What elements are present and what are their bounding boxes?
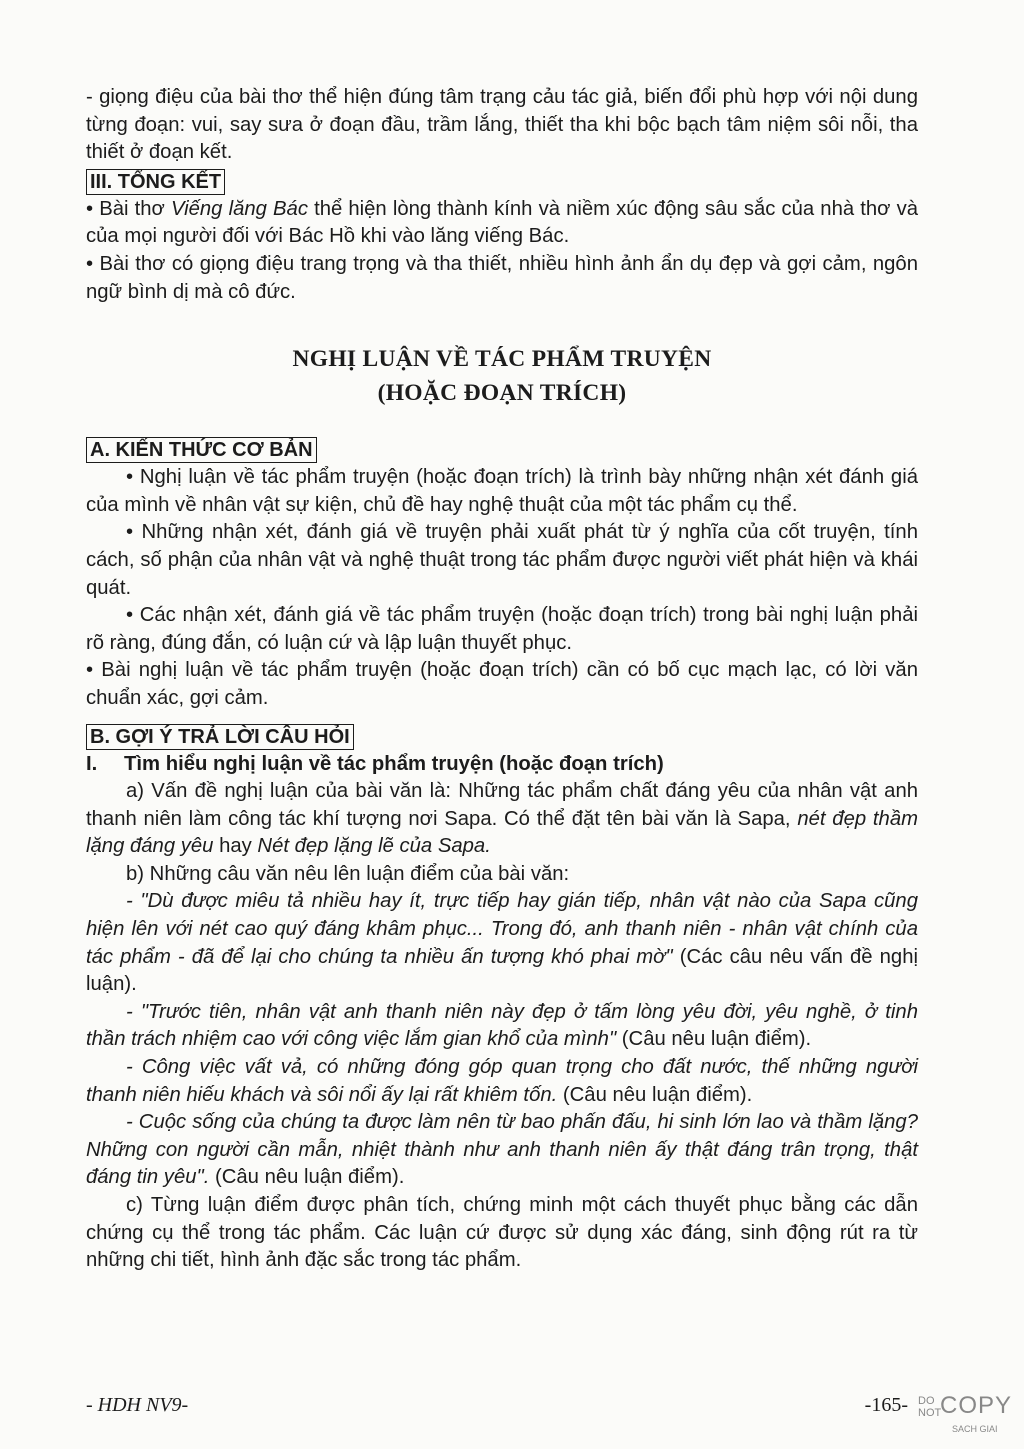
- section-a-paragraph-2: • Những nhận xét, đánh giá về truyện phải xuất phát từ ý nghĩa của cốt truyện, tính cách, số phận của nhân vật và nghệ thuật trong tác phẩm được người viết phát hiện và khái quát.: [86, 521, 918, 599]
- section-heading-a: A. KIẾN THỨC CƠ BẢN: [86, 437, 317, 463]
- section-a-paragraph-1: • Nghị luận về tác phẩm truyện (hoặc đoạn trích) là trình bày những nhận xét đánh giá của mình về nhân vật sự kiện, chủ đề hay nghệ thuật của một tác phẩm cụ thể.: [86, 466, 918, 516]
- answer-a: a) Vấn đề nghị luận của bài văn là: Những tác phẩm chất đáng yêu của nhân vật anh thanh niên làm công tác khí tượng nơi Sapa. Có thể đặt tên bài văn là Sapa, nét đẹp thầm lặng đáng yêu hay Nét đẹp lặng lẽ của Sapa.: [86, 780, 919, 858]
- subsection-heading-1: I. Tìm hiểu nghị luận về tác phẩm truyện (hoặc đoạn trích): [86, 752, 664, 775]
- section-heading-tong-ket: III. TỔNG KẾT: [86, 169, 225, 195]
- quote-2: - "Trước tiên, nhân vật anh thanh niên này đẹp ở tấm lòng yêu đời, yêu nghề, ở tinh thần trách nhiệm cao với công việc lắm gian khổ của mình" (Câu nêu luận điểm).: [86, 1000, 918, 1051]
- page-footer: [86, 1394, 918, 1417]
- page-content: [86, 84, 918, 1275]
- do-not-copy-watermark: DO NOT COPY SACH GIAI: [918, 1392, 1013, 1434]
- answer-c: c) Từng luận điểm được phân tích, chứng minh một cách thuyết phục bằng các dẫn chứng cụ thể trong tác phẩm. Các luận cứ được sử dụng xác đáng, sinh động rút ra từ những chi tiết, hình ảnh đặc sắc trong tác phẩm.: [86, 1194, 918, 1272]
- section-a-paragraph-4: • Bài nghị luận về tác phẩm truyện (hoặc đoạn trích) cần có bố cục mạch lạc, có lời văn chuẩn xác, gợi cảm.: [86, 659, 918, 709]
- page-number: -165-: [864, 1394, 908, 1416]
- tong-ket-bullet-1: • Bài thơ Viếng lăng Bác thể hiện lòng thành kính và niềm xúc động sâu sắc của nhà thơ và của mọi người đối với Bác Hồ khi vào lăng viếng Bác.: [86, 197, 918, 248]
- section-a-paragraph-3: • Các nhận xét, đánh giá về tác phẩm truyện (hoặc đoạn trích) trong bài nghị luận phải rõ ràng, đúng đắn, có luận cứ và lập luận thuyết phục.: [86, 604, 918, 654]
- quote-3: - Công việc vất vả, có những đóng góp quan trọng cho đất nước, thế những người thanh niên hiếu khách và sôi nổi ấy lại rất khiêm tốn. (Câu nêu luận điểm).: [86, 1056, 918, 1106]
- answer-b-intro: b) Những câu văn nêu lên luận điểm của bài văn:: [126, 862, 570, 885]
- section-heading-b: B. GỢI Ý TRẢ LỜI CÂU HỎI: [86, 724, 354, 750]
- page-title: NGHỊ LUẬN VỀ TÁC PHẨM TRUYỆN: [292, 346, 712, 373]
- poem-title: Viếng lăng Bác: [170, 197, 308, 220]
- quote-4: - Cuộc sống của chúng ta được làm nên từ bao phấn đấu, hi sinh lớn lao và thầm lặng? Những con người cần mẫn, nhiệt thành như anh thanh niên ấy thật đáng trân trọng, thật đáng tin yêu". (Câu nêu luận điểm).: [86, 1111, 918, 1189]
- quote-1: - "Dù được miêu tả nhiều hay ít, trực tiếp hay gián tiếp, nhân vật nào của Sapa cũng hiện lên với nét cao quý đáng khâm phục... Trong đó, anh thanh niên - nhân vật chính của tác phẩm - đã để lại cho chúng ta nhiều ấn tượng khó phai mờ" (Các câu nêu vấn đề nghị luận).: [86, 890, 918, 996]
- intro-paragraph: - giọng điệu của bài thơ thể hiện đúng tâm trạng cảu tác giả, biến đổi phù hợp với nội dung từng đoạn: vui, say sưa ở đoạn đầu, trầm lắng, thiết tha khi bộc bạch tâm niệm sôi nỗi, tha thiết ở đoạn kết.: [86, 86, 918, 164]
- footer-book-code: - HDH NV9-: [86, 1394, 189, 1416]
- page-subtitle: (HOẶC ĐOẠN TRÍCH): [377, 380, 627, 407]
- tong-ket-bullet-2: • Bài thơ có giọng điệu trang trọng và tha thiết, nhiều hình ảnh ẩn dụ đẹp và gợi cảm, ngôn ngữ bình dị mà cô đức.: [86, 252, 918, 303]
